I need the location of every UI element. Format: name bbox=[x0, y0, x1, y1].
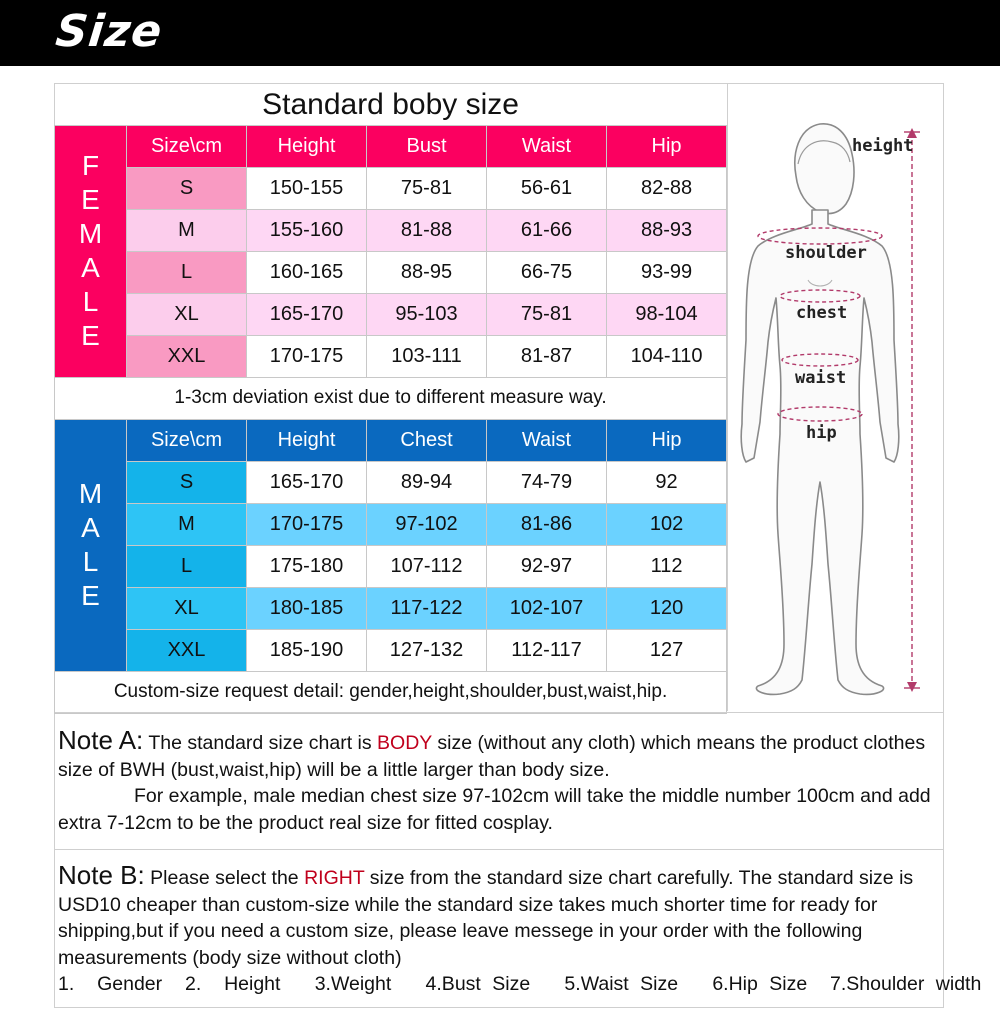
note-a-heading: Note A: bbox=[58, 725, 144, 755]
female-gender-label bbox=[55, 125, 127, 377]
waist-cell: 74-79 bbox=[487, 461, 607, 503]
gender-letter: A bbox=[81, 252, 100, 283]
body-measure-figure bbox=[727, 84, 944, 711]
hip-cell: 127 bbox=[607, 629, 727, 671]
table-row bbox=[55, 251, 727, 293]
gender-letter: A bbox=[81, 512, 100, 543]
bust-cell: 103-111 bbox=[367, 335, 487, 377]
gender-letter: M bbox=[78, 478, 103, 509]
size-cell: M bbox=[127, 209, 247, 251]
hip-cell: 82-88 bbox=[607, 167, 727, 209]
male-footnote-row bbox=[55, 671, 727, 713]
note-b bbox=[55, 849, 982, 1011]
height-cell: 170-175 bbox=[247, 503, 367, 545]
table-row bbox=[55, 335, 727, 377]
chest-cell: 117-122 bbox=[367, 587, 487, 629]
height-label: height bbox=[852, 136, 914, 156]
height-cell: 165-170 bbox=[247, 293, 367, 335]
table-row bbox=[55, 167, 727, 209]
note-b-text: Please select the bbox=[144, 867, 305, 889]
shoulder-label: shoulder bbox=[785, 243, 867, 263]
note-b-highlight: RIGHT bbox=[304, 867, 365, 889]
chest-label: chest bbox=[796, 303, 848, 323]
height-cell: 150-155 bbox=[247, 167, 367, 209]
note-b-paragraph bbox=[58, 862, 939, 971]
gender-letter: L bbox=[82, 286, 99, 317]
bust-cell: 81-88 bbox=[367, 209, 487, 251]
size-cell: XXL bbox=[127, 629, 247, 671]
column-header: Hip bbox=[607, 125, 727, 167]
column-header: Height bbox=[247, 419, 367, 461]
hip-cell: 102 bbox=[607, 503, 727, 545]
table-row bbox=[55, 293, 727, 335]
gender-letter: E bbox=[81, 320, 100, 351]
chest-cell: 127-132 bbox=[367, 629, 487, 671]
table-row bbox=[55, 629, 727, 671]
notes-section bbox=[55, 712, 982, 1011]
gender-letter: E bbox=[81, 184, 100, 215]
column-header: Waist bbox=[487, 125, 607, 167]
male-footnote: Custom-size request detail: gender,height,shoulder,bust,waist,hip. bbox=[55, 671, 727, 713]
hip-cell: 98-104 bbox=[607, 293, 727, 335]
column-header: Size\cm bbox=[127, 419, 247, 461]
size-cell: XL bbox=[127, 293, 247, 335]
size-table bbox=[54, 83, 727, 714]
bust-cell: 88-95 bbox=[367, 251, 487, 293]
female-header-row bbox=[55, 125, 727, 167]
note-a-text: The standard size chart is bbox=[143, 732, 378, 754]
chest-cell: 107-112 bbox=[367, 545, 487, 587]
note-a bbox=[55, 712, 943, 849]
hip-label: hip bbox=[806, 423, 837, 443]
waist-cell: 75-81 bbox=[487, 293, 607, 335]
column-header: Chest bbox=[367, 419, 487, 461]
size-cell: L bbox=[127, 545, 247, 587]
height-cell: 180-185 bbox=[247, 587, 367, 629]
waist-cell: 81-87 bbox=[487, 335, 607, 377]
page-title: Size bbox=[53, 6, 165, 57]
female-footnote: 1-3cm deviation exist due to different measure way. bbox=[55, 377, 727, 419]
size-cell: S bbox=[127, 461, 247, 503]
column-header: Height bbox=[247, 125, 367, 167]
chest-cell: 89-94 bbox=[367, 461, 487, 503]
size-cell: XL bbox=[127, 587, 247, 629]
hip-cell: 88-93 bbox=[607, 209, 727, 251]
waist-cell: 112-117 bbox=[487, 629, 607, 671]
note-a-highlight: BODY bbox=[377, 732, 432, 754]
gender-letter: L bbox=[82, 546, 99, 577]
female-footnote-row bbox=[55, 377, 727, 419]
note-a-example: For example, male median chest size 97-102cm will take the middle number 100cm and add extra 7-12cm to be the product real size for fitted cosplay. bbox=[58, 785, 931, 834]
note-a-paragraph bbox=[58, 727, 939, 783]
waist-cell: 66-75 bbox=[487, 251, 607, 293]
column-header: Waist bbox=[487, 419, 607, 461]
height-cell: 170-175 bbox=[247, 335, 367, 377]
waist-cell: 81-86 bbox=[487, 503, 607, 545]
hip-cell: 112 bbox=[607, 545, 727, 587]
note-b-text: size from the standard size chart carefully. The standard size is USD10 cheaper than custom-size while the standard size takes much shorter time for ready for shipping,but if you need a custom size, please leave messege in your order with the following measurements (body size without cloth) bbox=[58, 867, 914, 969]
height-cell: 165-170 bbox=[247, 461, 367, 503]
male-gender-label bbox=[55, 419, 127, 671]
column-header: Hip bbox=[607, 419, 727, 461]
hip-cell: 93-99 bbox=[607, 251, 727, 293]
gender-letter: F bbox=[81, 150, 100, 181]
table-row bbox=[55, 209, 727, 251]
height-cell: 155-160 bbox=[247, 209, 367, 251]
waist-cell: 92-97 bbox=[487, 545, 607, 587]
measurement-steps: 1. Gender 2. Height 3.Weight 4.Bust Size 5.Waist Size 6.Hip Size 7.Shoulder width bbox=[58, 973, 982, 995]
height-cell: 160-165 bbox=[247, 251, 367, 293]
waist-cell: 61-66 bbox=[487, 209, 607, 251]
size-cell: S bbox=[127, 167, 247, 209]
chest-cell: 97-102 bbox=[367, 503, 487, 545]
table-row bbox=[55, 461, 727, 503]
column-header: Size\cm bbox=[127, 125, 247, 167]
table-row bbox=[55, 545, 727, 587]
note-a-text: size (without any cloth) which means the product clothes size of BWH (bust,waist,hip) will be a little larger than body size. bbox=[58, 732, 926, 781]
size-cell: XXL bbox=[127, 335, 247, 377]
size-cell: L bbox=[127, 251, 247, 293]
bust-cell: 95-103 bbox=[367, 293, 487, 335]
gender-letter: M bbox=[78, 218, 103, 249]
waist-label: waist bbox=[795, 368, 847, 388]
body-outline-icon bbox=[728, 84, 944, 711]
size-cell: M bbox=[127, 503, 247, 545]
column-header: Bust bbox=[367, 125, 487, 167]
male-header-row bbox=[55, 419, 727, 461]
waist-cell: 102-107 bbox=[487, 587, 607, 629]
hip-cell: 92 bbox=[607, 461, 727, 503]
table-title: Standard boby size bbox=[55, 83, 727, 125]
waist-cell: 56-61 bbox=[487, 167, 607, 209]
header-banner bbox=[0, 0, 1000, 66]
bust-cell: 75-81 bbox=[367, 167, 487, 209]
hip-cell: 120 bbox=[607, 587, 727, 629]
height-cell: 185-190 bbox=[247, 629, 367, 671]
height-cell: 175-180 bbox=[247, 545, 367, 587]
gender-letter: E bbox=[81, 580, 100, 611]
table-row bbox=[55, 503, 727, 545]
hip-cell: 104-110 bbox=[607, 335, 727, 377]
table-row bbox=[55, 587, 727, 629]
note-b-heading: Note B: bbox=[58, 860, 145, 890]
